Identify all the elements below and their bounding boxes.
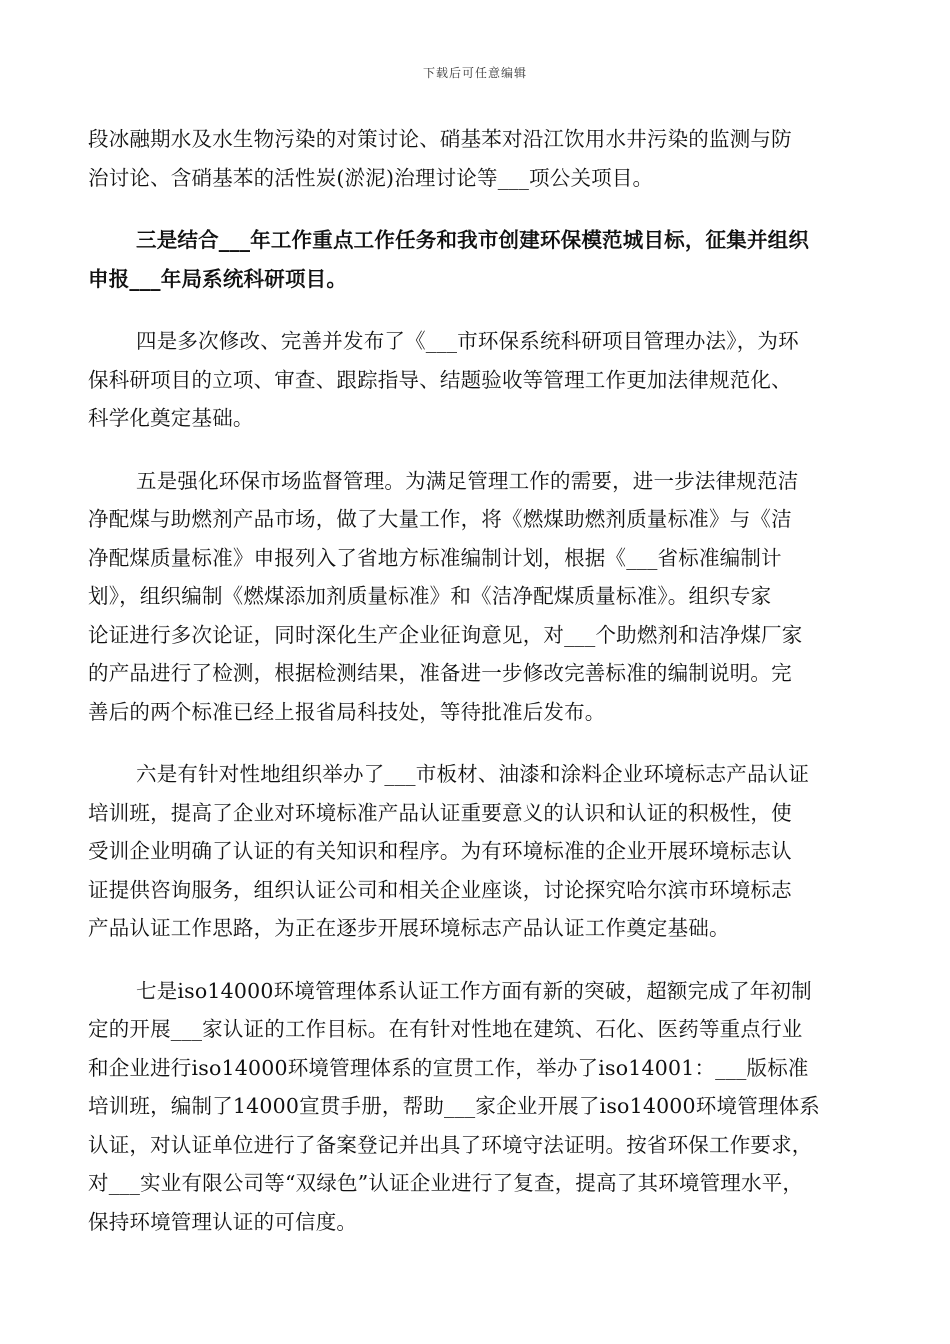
text-line: 论证进行多次论证，同时深化生产企业征询意见，对___个助燃剂和洁净煤厂家 xyxy=(88,622,803,647)
text-line: 培训班，编制了14000宣贯手册，帮助___家企业开展了iso14000环境管理体系 xyxy=(88,1094,820,1118)
paragraph-three xyxy=(88,221,864,298)
text-line: 受训企业明确了认证的有关知识和程序。为有环境标准的企业开展环境标志认 xyxy=(88,839,792,863)
paragraph-continuation xyxy=(88,120,864,197)
text-line: 认证，对认证单位进行了备案登记并出具了环境守法证明。按省环保工作要求， xyxy=(88,1132,813,1157)
text-line: 证提供咨询服务，组织认证公司和相关企业座谈，讨论探究哈尔滨市环境标志 xyxy=(88,877,792,902)
document-body xyxy=(88,120,864,1241)
text-line: 善后的两个标准已经上报省局科技处，等待批准后发布。 xyxy=(88,699,606,724)
text-line: 产品认证工作思路，为正在逐步开展环境标志产品认证工作奠定基础。 xyxy=(88,916,730,940)
text-line: 划》，组织编制《燃煤添加剂质量标准》和《洁净配煤质量标准》。组织专家 xyxy=(88,584,772,608)
paragraph-five xyxy=(88,462,864,732)
paragraph-four xyxy=(88,322,864,438)
text-line: 七是iso14000环境管理体系认证工作方面有新的突破，超额完成了年初制 xyxy=(136,978,812,1003)
paragraph-seven xyxy=(88,972,864,1242)
page-header: 下载后可任意编辑 xyxy=(422,66,527,80)
text-line: 培训班，提高了企业对环境标准产品认证重要意义的认识和认证的积极性，使 xyxy=(88,800,792,825)
text-line: 定的开展___家认证的工作目标。在有针对性地在建筑、石化、医药等重点行业 xyxy=(88,1017,803,1041)
paragraph-six xyxy=(88,755,864,948)
text-line: 净配煤与助燃剂产品市场，做了大量工作，将《燃煤助燃剂质量标准》与《洁 xyxy=(88,507,792,531)
text-line: 的产品进行了检测，根据检测结果，准备进一步修改完善标准的编制说明。完 xyxy=(88,661,792,685)
text-line: 保持环境管理认证的可信度。 xyxy=(88,1209,358,1234)
text-line: 六是有针对性地组织举办了___市板材、油漆和涂料企业环境标志产品认证 xyxy=(136,762,810,786)
text-line: 科学化奠定基础。 xyxy=(88,406,254,430)
text-line: 四是多次修改、完善并发布了《___市环保系统科研项目管理办法》，为环 xyxy=(136,329,799,353)
text-line: 三是结合___年工作重点工作任务和我市创建环保模范城目标，征集并组织 xyxy=(136,228,810,252)
text-line: 和企业进行iso14000环境管理体系的宣贯工作，举办了iso14001：___版标准 xyxy=(88,1055,809,1080)
text-line: 对___实业有限公司等“双绿色”认证企业进行了复查，提高了其环境管理水平， xyxy=(88,1171,804,1195)
text-line: 申报___年局系统科研项目。 xyxy=(88,266,348,291)
text-line: 保科研项目的立项、审查、跟踪指导、结题验收等管理工作更加法律规范化、 xyxy=(88,367,792,392)
text-line: 治讨论、含硝基苯的活性炭(淤泥)治理讨论等___项公关项目。 xyxy=(88,165,654,190)
text-line: 净配煤质量标准》申报列入了省地方标准编制计划，根据《___省标准编制计 xyxy=(88,545,782,570)
text-line: 五是强化环保市场监督管理。为满足管理工作的需要，进一步法律规范洁 xyxy=(136,468,799,493)
text-line: 段冰融期水及水生物污染的对策讨论、硝基苯对沿江饮用水井污染的监测与防 xyxy=(88,127,792,151)
